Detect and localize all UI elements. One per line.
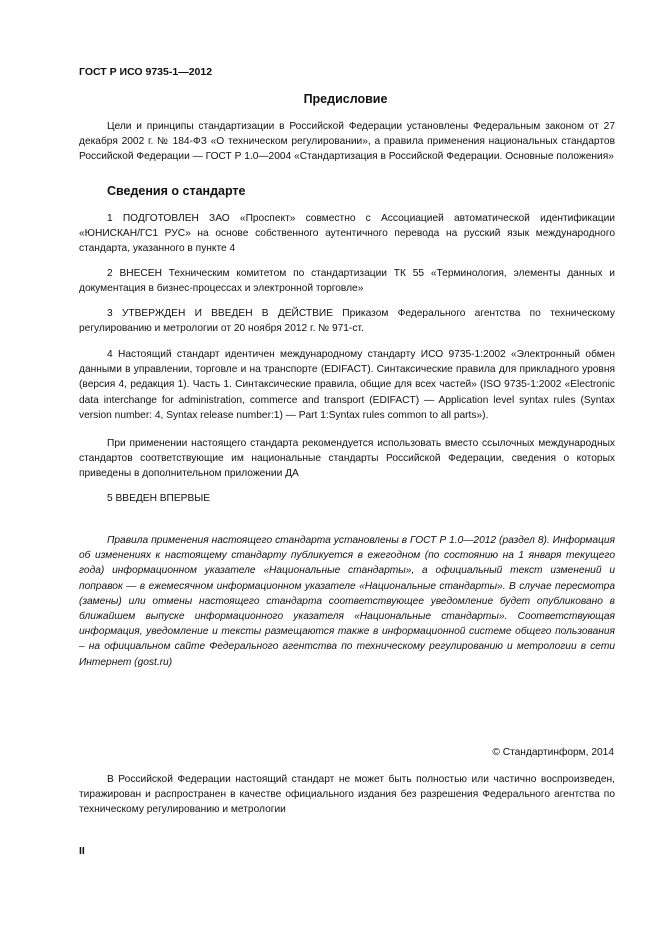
item-4: 4 Настоящий стандарт идентичен международному стандарту ИСО 9735-1:2002 «Электронный обмен данными в управлении, торговле и на транспорте (EDIFACT). Синтаксические правила для прикладного уровня (версия 4, редакция 1). Часть 1. Синтаксические правила, общие для всех частей» (ISO 9735-1:2002 «Electronic data interchange for administration, commerce and transport (EDIFACT) — Application level syntax rules (Syntax version number: 4, Syntax release number:1) — Part 1:Syntax rules common to all parts»).	[79, 349, 615, 421]
legal-notice: В Российской Федерации настоящий стандарт не может быть полностью или частично воспроизведен, тиражирован и распространен в качестве официального издания без разрешения Федерального агентства по техническому регулированию и метрологии	[79, 774, 615, 816]
item-4-note: При применении настоящего стандарта рекомендуется использовать вместо ссылочных международных стандартов соответствующие им национальные стандарты Российской Федерации, сведения о которых приведены в дополнительном приложении ДА	[79, 438, 615, 480]
item-3: 3 УТВЕРЖДЕН И ВВЕДЕН В ДЕЙСТВИЕ Приказом Федерального агентства по техническому регулированию и метрологии от 20 ноября 2012 г. № 971-ст.	[79, 308, 615, 335]
publication-notice: Правила применения настоящего стандарта установлены в ГОСТ Р 1.0—2012 (раздел 8). Информация об изменениях к настоящему стандарту публикуется в ежегодном (по состоянию на 1 января текущего года) информационном указателе «Национальные стандарты», а официальный текст изменений и поправок — в ежемесячном информационном указателе «Национальные стандарты». В случае пересмотра (замены) или отмены настоящего стандарта соответствующее уведомление будет опубликовано в ближайшем выпуске информационного указателя «Национальные стандарты». Соответствующая информация, уведомление и тексты размещаются также в информационной системе общего пользования – на официальном сайте Федерального агентства по техническому регулированию и метрологии в сети Интернет (gost.ru)	[79, 535, 615, 668]
item-2: 2 ВНЕСЕН Техническим комитетом по стандартизации ТК 55 «Терминология, элементы данных и документация в бизнес-процессах и электронной торговле»	[79, 268, 615, 295]
intro-paragraph: Цели и принципы стандартизации в Российской Федерации установлены Федеральным законом от 27 декабря 2002 г. № 184-ФЗ «О техническом регулировании», а правила применения национальных стандартов Российской Федерации — ГОСТ Р 1.0—2004 «Стандартизация в Российской Федерации. Основные положения»	[79, 121, 615, 163]
item-1: 1 ПОДГОТОВЛЕН ЗАО «Проспект» совместно с Ассоциацией автоматической идентификации «ЮНИСКАН/ГС1 РУС» на основе собственного аутентичного перевода на русский язык международного стандарта, указанного в пункте 4	[79, 213, 615, 255]
page-title: Предисловие	[303, 92, 388, 106]
section-title: Сведения о стандарте	[107, 184, 246, 198]
copyright: © Стандартинформ, 2014	[492, 747, 614, 758]
item-5: 5 ВВЕДЕН ВПЕРВЫЕ	[107, 493, 211, 504]
standard-header: ГОСТ Р ИСО 9735-1—2012	[79, 66, 213, 78]
page-number: II	[79, 845, 85, 857]
